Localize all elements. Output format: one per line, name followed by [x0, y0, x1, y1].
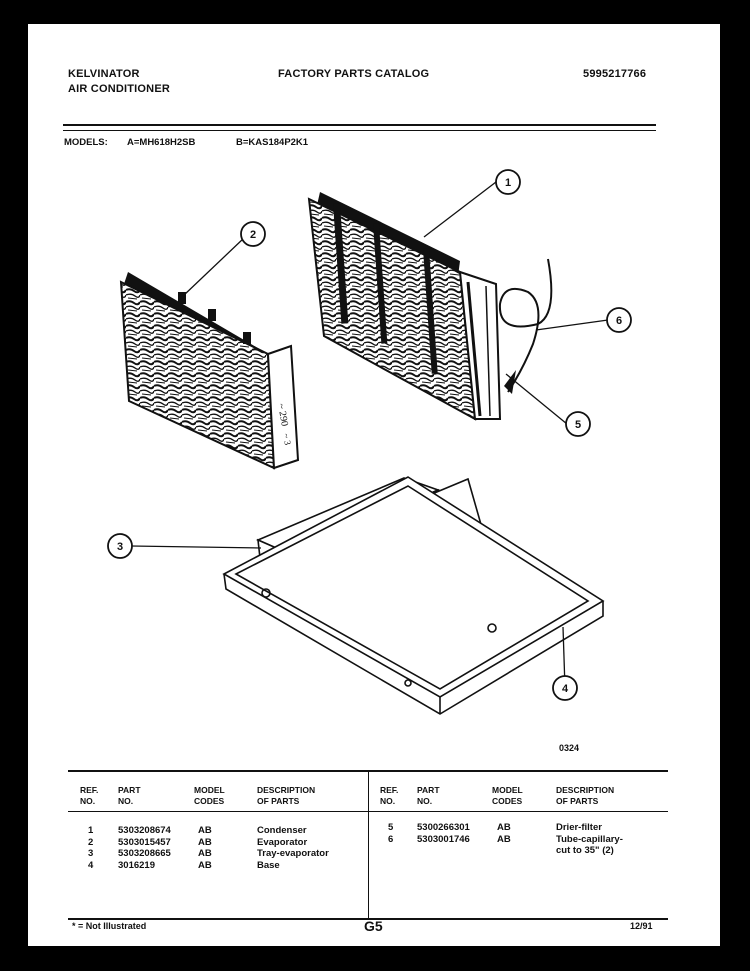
table-cell: 3 — [88, 848, 94, 859]
models-label: MODELS: — [64, 137, 108, 148]
callout-4 — [553, 676, 577, 700]
condenser-illustration — [309, 192, 500, 419]
callout-2 — [241, 222, 265, 246]
svg-text:6: 6 — [615, 315, 623, 327]
table-cell: 6 — [388, 833, 394, 845]
left-part-column — [118, 825, 171, 871]
header-model-codes-left: MODEL CODES — [194, 785, 225, 806]
table-cell: Tray-evaporator — [257, 848, 329, 859]
table-cell: Evaporator — [257, 836, 308, 848]
table-cell: Base — [257, 859, 280, 871]
table-cell: 4 — [88, 859, 94, 871]
table-cell: AB — [198, 825, 212, 836]
left-codes-column — [198, 825, 212, 871]
base-illustration — [224, 477, 603, 714]
model-b: B=KAS184P2K1 — [236, 137, 309, 148]
table-cell: 5300266301 — [417, 822, 470, 833]
brand-name: KELVINATOR — [68, 68, 140, 80]
table-cell: AB — [497, 833, 511, 845]
parts-catalog-page — [28, 24, 720, 946]
table-cell: AB — [497, 822, 511, 833]
table-cell: 2 — [88, 836, 94, 848]
table-cell: Drier-filter — [556, 822, 602, 833]
table-cell: AB — [198, 836, 212, 848]
svg-text:5: 5 — [574, 419, 582, 431]
header-ref-no-left: REF. NO. — [80, 785, 99, 806]
evaporator-illustration — [121, 272, 298, 468]
not-illustrated-note: * = Not Illustrated — [72, 921, 147, 931]
table-cell: 5303001746 — [417, 833, 470, 845]
catalog-number: 5995217766 — [583, 68, 647, 80]
table-cell: Tube-capillary- — [556, 833, 623, 845]
table-cell: 1 — [88, 825, 94, 836]
header-part-no-left: PART NO. — [118, 785, 141, 806]
svg-text:1: 1 — [504, 177, 512, 189]
svg-text:3: 3 — [116, 541, 124, 553]
exploded-parts-diagram — [28, 24, 720, 946]
catalog-title: FACTORY PARTS CATALOG — [278, 68, 430, 80]
svg-text:~ 290: ~ 290 — [275, 402, 290, 428]
table-cell: 5303015457 — [118, 836, 171, 848]
table-cell: Condenser — [257, 825, 307, 836]
header-model-codes-right: MODEL CODES — [492, 785, 523, 806]
callout-6 — [607, 308, 631, 332]
table-cell: cut to 35" (2) — [556, 845, 614, 856]
callout-1 — [496, 170, 520, 194]
svg-text:~ 3: ~ 3 — [281, 432, 293, 446]
left-desc-column — [257, 825, 329, 871]
callout-3 — [108, 534, 132, 558]
table-divider — [368, 771, 369, 919]
figure-code: 0324 — [559, 743, 580, 753]
callout-5 — [566, 412, 590, 436]
table-cell: AB — [198, 859, 212, 871]
header-part-no-right: PART NO. — [417, 785, 440, 806]
table-cell: 5 — [388, 822, 394, 833]
table-cell: AB — [198, 848, 212, 859]
right-desc-column — [556, 822, 623, 857]
table-cell: 5303208674 — [118, 825, 171, 836]
product-name: AIR CONDITIONER — [68, 83, 170, 95]
svg-text:2: 2 — [249, 229, 257, 241]
header-ref-no-right: REF. NO. — [380, 785, 399, 806]
header-description-right: DESCRIPTION OF PARTS — [556, 785, 615, 806]
header-description-left: DESCRIPTION OF PARTS — [257, 785, 316, 806]
page-number: G5 — [364, 918, 383, 934]
right-part-column — [417, 822, 470, 845]
right-codes-column — [497, 822, 511, 845]
capillary-tube-illustration — [500, 259, 551, 394]
right-ref-column — [388, 822, 393, 845]
table-cell: 3016219 — [118, 859, 155, 871]
table-cell: 5303208665 — [118, 848, 171, 859]
svg-text:4: 4 — [561, 683, 569, 695]
revision-date: 12/91 — [630, 921, 653, 931]
model-a: A=MH618H2SB — [127, 137, 196, 148]
left-ref-column — [88, 825, 93, 871]
